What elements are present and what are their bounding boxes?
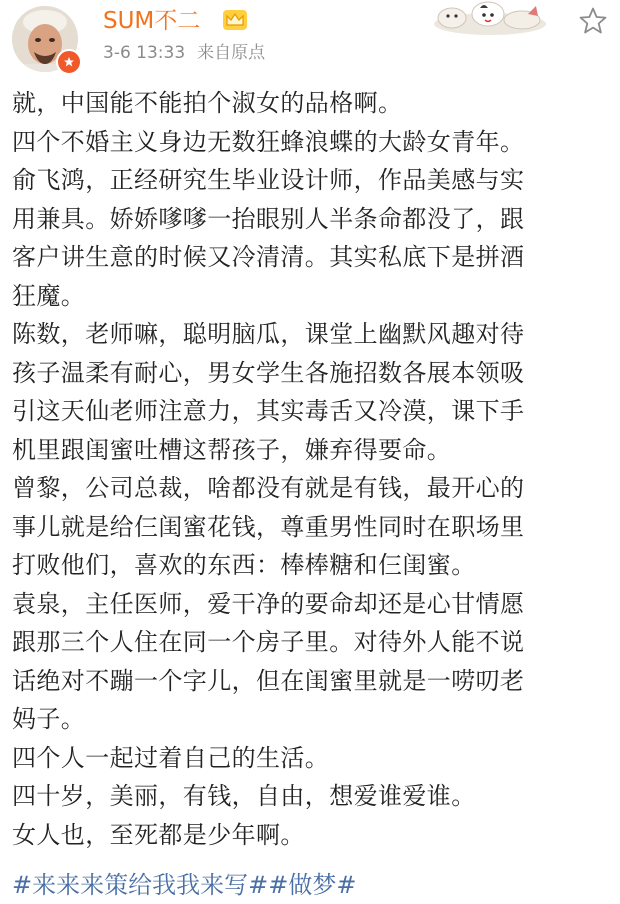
post-line: 客户讲生意的时候又冷清清。其实私底下是拼酒 bbox=[12, 243, 525, 271]
author-name[interactable]: SUM不二 bbox=[103, 8, 201, 34]
post-line: 就，中国能不能拍个淑女的品格啊。 bbox=[12, 89, 403, 117]
star-badge-icon bbox=[56, 49, 82, 75]
post-line: 四个人一起过着自己的生活。 bbox=[12, 743, 330, 772]
post-source[interactable]: 来自原点 bbox=[197, 43, 266, 63]
post-header bbox=[0, 0, 620, 80]
post-line: 四十岁，美丽，有钱，自由，想爱谁爱谁。 bbox=[12, 782, 476, 810]
post-line: 曾黎，公司总裁，啥都没有就是有钱，最开心的 bbox=[12, 474, 525, 502]
post-line: 妈子。 bbox=[12, 705, 86, 733]
post-line: 话绝对不蹦一个字儿，但在闺蜜里就是一唠叨老 bbox=[12, 666, 525, 695]
post-line: 袁泉，主任医师，爱干净的要命却还是心甘情愿 bbox=[12, 589, 525, 618]
post-meta bbox=[103, 42, 265, 64]
post-line: 陈数，老师嘛，聪明脑瓜，课堂上幽默风趣对待 bbox=[12, 320, 525, 348]
post-line: 女人也，至死都是少年啊。 bbox=[12, 820, 305, 849]
post-line: 机里跟闺蜜吐槽这帮孩子，嫌弃得要命。 bbox=[12, 435, 452, 464]
post-body bbox=[12, 84, 612, 854]
post-line: 跟那三个人住在同一个房子里。对待外人能不说 bbox=[12, 628, 525, 656]
cat-sticker-icon bbox=[428, 0, 550, 36]
post-line: 打败他们，喜欢的东西：棒棒糖和仨闺蜜。 bbox=[12, 551, 476, 579]
star-outline-icon[interactable] bbox=[578, 6, 608, 36]
post-line: 引这天仙老师注意力，其实毒舌又冷漠，课下手 bbox=[12, 397, 525, 425]
post-line: 用兼具。娇娇嗲嗲一抬眼别人半条命都没了，跟 bbox=[12, 204, 525, 233]
hashtag-link[interactable]: #来来来策给我我来写##做梦# bbox=[12, 871, 357, 899]
post-line: 俞飞鸿，正经研究生毕业设计师，作品美感与实 bbox=[12, 166, 525, 194]
crown-icon bbox=[222, 8, 248, 32]
post-line: 事儿就是给仨闺蜜花钱，尊重男性同时在职场里 bbox=[12, 512, 525, 541]
post-line: 四个不婚主义身边无数狂蜂浪蝶的大龄女青年。 bbox=[12, 127, 525, 156]
post-time: 3-6 13:33 bbox=[103, 43, 186, 63]
post-line: 孩子温柔有耐心，男女学生各施招数各展本领吸 bbox=[12, 358, 525, 387]
post-line: 狂魔。 bbox=[12, 281, 86, 310]
